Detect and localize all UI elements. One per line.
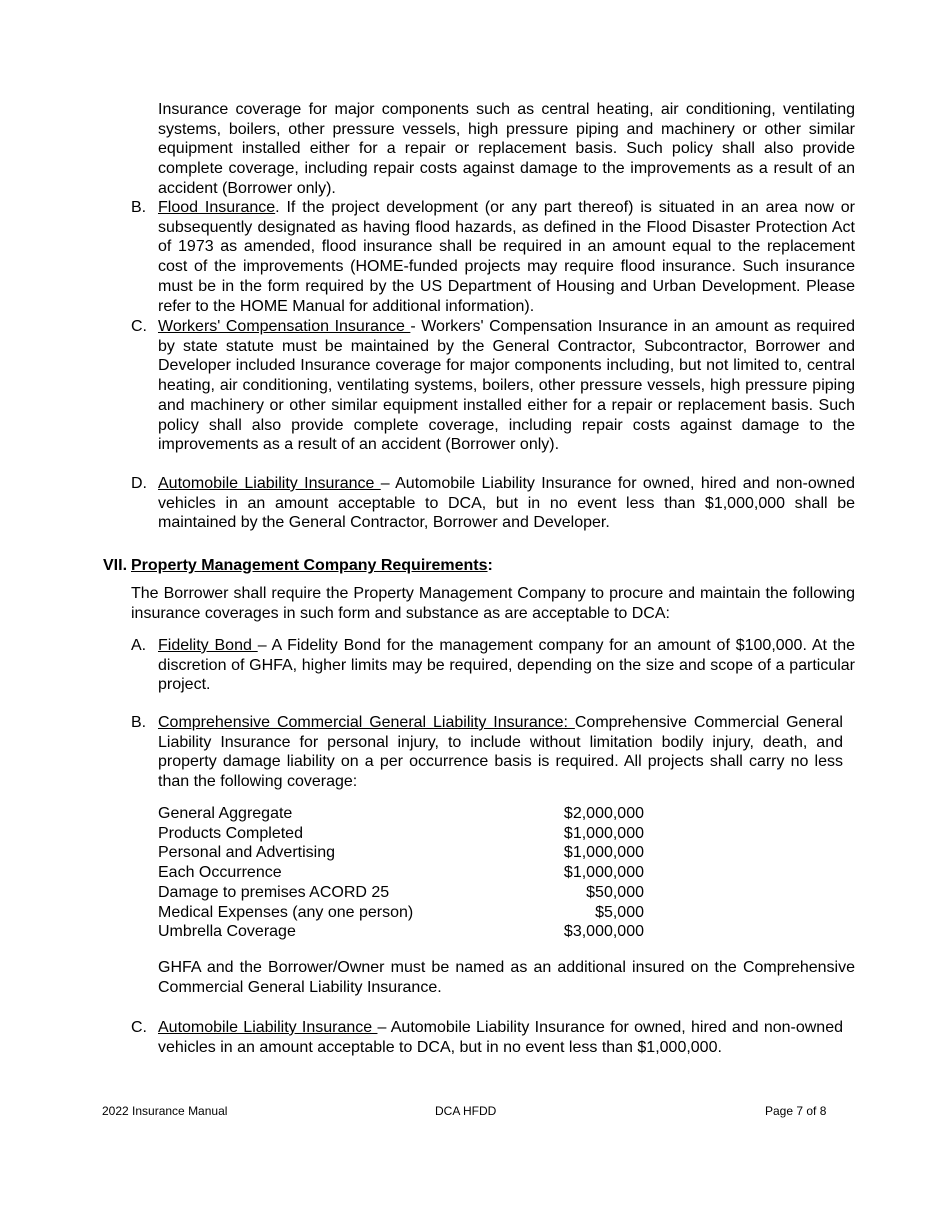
section-title: Property Management Company Requirements: [131, 557, 488, 574]
item-text: . If the project development (or any part thereof) is situated in an area now or subsequently designated as having flood hazards, as defined in the Flood Disaster Protection Act of 1973 as amended, flood insurance shall be required in an amount equal to the replacement cost of the improvements (HOME-funded projects may require flood insurance. Such insurance must be in the form required by the US Department of Housing and Urban Development. Please refer to the HOME Manual for additional information).: [158, 199, 856, 315]
footer-left: 2022 Insurance Manual: [102, 1104, 228, 1118]
coverage-label: Products Completed: [158, 824, 303, 842]
item-title: Automobile Liability Insurance: [158, 475, 381, 492]
coverage-amount: $1,000,000: [563, 844, 644, 862]
list-letter: D.: [131, 475, 147, 492]
coverage-label: Medical Expenses (any one person): [158, 903, 414, 921]
item-title: Workers' Compensation Insurance: [158, 318, 411, 335]
list-item-body: [158, 713, 843, 792]
coverage-label: Each Occurrence: [158, 864, 282, 882]
list-letter: C.: [131, 318, 147, 335]
list-item-body: [158, 198, 855, 316]
coverage-amount: $1,000,000: [563, 824, 644, 842]
footer-page-number: Page 7 of 8: [765, 1104, 827, 1118]
coverage-label: Damage to premises ACORD 25: [158, 883, 390, 901]
item-title: Fidelity Bond: [158, 637, 258, 654]
intro-paragraph: Insurance coverage for major components such as central heating, air conditioning, ventilating systems, boilers, other pressure vessels, high pressure piping and machinery or other similar equipment installed either for a repair or replacement basis. Such policy shall also provide complete coverage, including repair costs against damage to the improvements as a result of an accident (Borrower only).: [158, 101, 855, 197]
coverage-label: General Aggregate: [158, 805, 293, 822]
coverage-label: Umbrella Coverage: [158, 923, 296, 941]
list-letter: B.: [131, 199, 147, 216]
item-text: – Automobile Liability Insurance for owned, hired and non-owned vehicles in an amount acceptable to DCA, but in no event less than $1,000,000.: [158, 1019, 843, 1056]
coverage-label: Personal and Advertising: [158, 844, 335, 862]
list-item-fidelity-bond: [131, 636, 855, 695]
item-title: Automobile Liability Insurance: [158, 1019, 378, 1036]
list-letter: A.: [131, 637, 147, 654]
list-item-workers-comp: [131, 317, 855, 455]
table-row: [158, 824, 644, 844]
table-row: [158, 863, 644, 883]
table-row: [158, 883, 644, 903]
table-row: [158, 922, 644, 942]
table-row: [158, 843, 644, 863]
list-item-flood-insurance: [131, 198, 855, 316]
additional-insured-note: GHFA and the Borrower/Owner must be named as an additional insured on the Comprehensive Commercial General Liability Insurance.: [158, 959, 855, 996]
coverage-amount: $3,000,000: [563, 923, 644, 941]
list-item-body: [158, 1018, 843, 1057]
list-letter: C.: [131, 1019, 147, 1036]
section-intro: The Borrower shall require the Property Management Company to procure and maintain the following insurance coverages in such form and substance as are acceptable to DCA:: [131, 585, 855, 622]
item-title: Flood Insurance: [158, 199, 276, 216]
item-text: – Automobile Liability Insurance for owned, hired and non-owned vehicles in an amount acceptable to DCA, but in no event less than $1,000,000 shall be maintained by the General Contractor, Borrower and Developer.: [158, 475, 855, 532]
item-text: – A Fidelity Bond for the management company for an amount of $100,000. At the discretion of GHFA, higher limits may be required, depending on the size and scope of a particular project.: [158, 637, 856, 694]
coverage-amount: $5,000: [595, 903, 644, 921]
coverage-amount: $50,000: [586, 883, 644, 901]
list-item-body: [158, 636, 855, 695]
list-item-body: [158, 317, 855, 455]
section-number: VII.: [103, 557, 128, 574]
list-letter: B.: [131, 714, 147, 731]
coverage-table: [158, 804, 644, 942]
list-item-body: [158, 474, 855, 533]
list-item-general-liability: [131, 713, 843, 792]
list-item-auto-liability-pm: [131, 1018, 843, 1057]
section-colon: :: [487, 557, 493, 574]
footer-center: DCA HFDD: [435, 1104, 497, 1118]
table-row: [158, 804, 644, 824]
item-text: - Workers' Compensation Insurance in an amount as required by state statute must be maintained by the General Contractor, Subcontractor, Borrower and Developer included Insurance coverage for major components including, but not limited to, central heating, air conditioning, ventilating systems, boilers, other pressure vessels, high pressure piping and machinery or other similar equipment installed either for a repair or replacement basis. Such policy shall also provide complete coverage, including repair costs against damage to the improvements as a result of an accident (Borrower only).: [158, 318, 855, 454]
table-row: [158, 903, 644, 923]
item-text: Comprehensive Commercial General Liability Insurance for personal injury, to include without limitation bodily injury, death, and property damage liability on a per occurrence basis is required. All projects shall carry no less than the following coverage:: [158, 714, 843, 791]
item-title: Comprehensive Commercial General Liability Insurance:: [158, 714, 575, 731]
coverage-amount: $2,000,000: [563, 805, 644, 822]
section-heading: [103, 556, 493, 576]
list-item-auto-liability: [131, 474, 855, 533]
coverage-amount: $1,000,000: [563, 864, 644, 882]
